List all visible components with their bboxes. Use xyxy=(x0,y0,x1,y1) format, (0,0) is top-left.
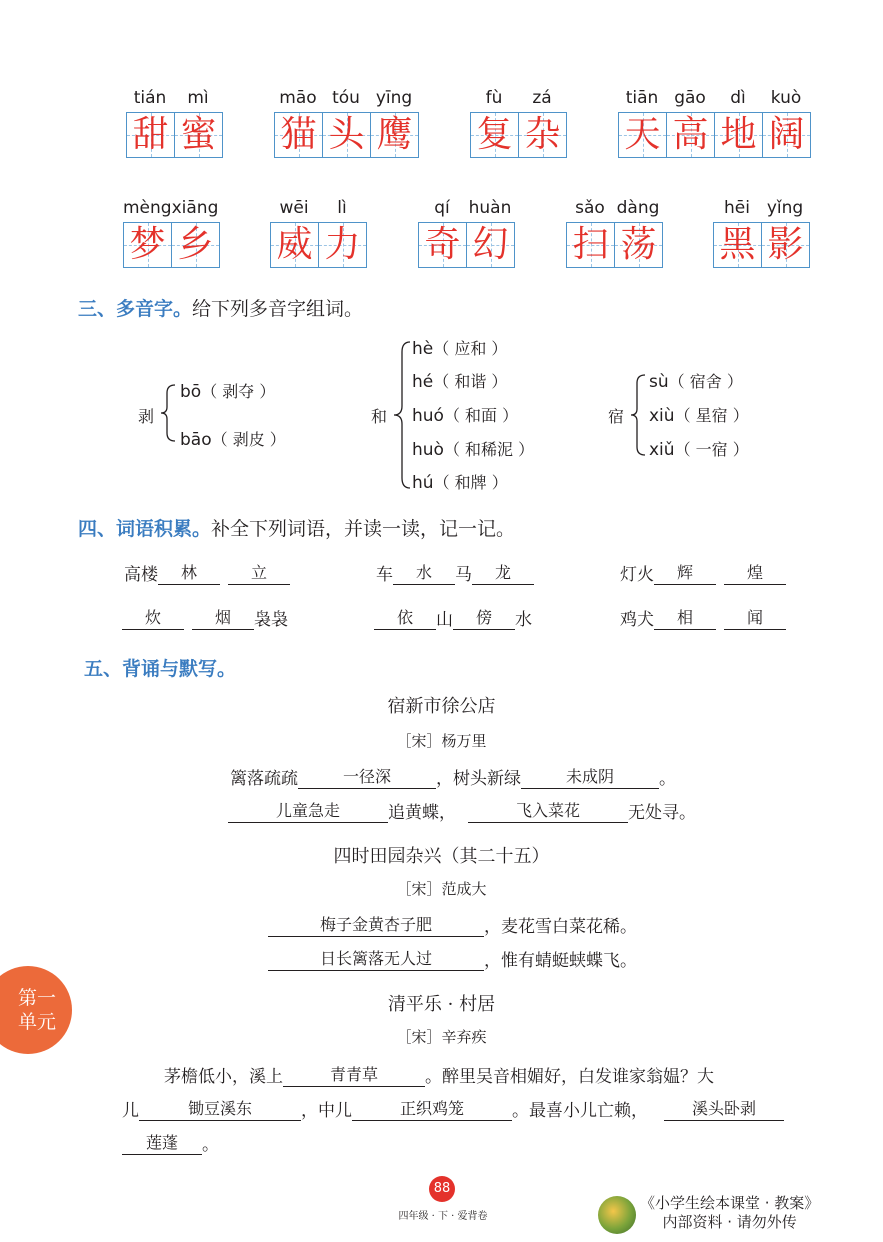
logo-icon xyxy=(598,1196,636,1234)
word-qihuan xyxy=(418,198,515,268)
word-maotouying xyxy=(274,88,419,158)
polyphone-reading: xiù（ 星宿 ） xyxy=(649,406,749,426)
answer-blank: 烟 xyxy=(192,605,254,630)
answer-blank: 儿童急走 xyxy=(228,798,388,823)
word-fuza xyxy=(470,88,567,158)
hanzi: 天 xyxy=(624,114,661,155)
pinyin: huàn xyxy=(468,198,512,218)
polyphone-reading: sù（ 宿舍 ） xyxy=(649,372,743,392)
answer-blank: 炊 xyxy=(122,605,184,630)
hanzi: 扫 xyxy=(572,224,609,265)
idiom-jiquan: 鸡犬 相 闻 xyxy=(620,605,786,630)
hanzi: 猫 xyxy=(280,114,317,155)
pinyin: hēi xyxy=(724,198,750,218)
section-desc: 补全下列词语，并读一读，记一记。 xyxy=(211,518,516,540)
hanzi: 乡 xyxy=(177,224,214,265)
idiom-denghuo: 灯火 辉 煌 xyxy=(620,560,786,585)
polyphone-reading: hú（ 和牌 ） xyxy=(412,473,508,493)
idiom-gaolou: 高楼 林 立 xyxy=(124,560,290,585)
brand-text: 《小学生绘本课堂 · 教案》 内部资料 · 请勿外传 xyxy=(640,1194,820,1231)
poem-line: 儿 锄豆溪东 ，中儿 正织鸡笼 。最喜小儿亡赖， 溪头卧剥 xyxy=(122,1096,784,1121)
poem-line: 儿童急走 追黄蝶， 飞入菜花 无处寻。 xyxy=(228,798,696,823)
pinyin: māo xyxy=(279,88,317,108)
brace-icon xyxy=(160,383,176,443)
word-heiying xyxy=(713,198,810,268)
section-5-heading xyxy=(84,654,236,681)
idiom-yishan: 依 山 傍 水 xyxy=(374,605,532,630)
poem-line: 梅子金黄杏子肥 ，麦花雪白菜花稀。 xyxy=(268,912,637,937)
answer-blank: 闻 xyxy=(724,605,786,630)
poem-title: 四时田园杂兴（其二十五） xyxy=(333,846,550,867)
section-title: 五、背诵与默写。 xyxy=(84,658,237,680)
poem-author: ［宋］范成大 xyxy=(396,880,487,898)
hanzi: 高 xyxy=(672,114,709,155)
pinyin: kuò xyxy=(770,88,802,108)
word-mengxiang xyxy=(123,198,220,268)
pinyin: xiāng xyxy=(171,198,219,218)
hanzi: 荡 xyxy=(620,224,657,265)
hanzi: 甜 xyxy=(132,114,169,155)
grade-label: 四年级 · 下 · 爱背卷 xyxy=(398,1211,488,1222)
polyphone-reading: hé（ 和谐 ） xyxy=(412,372,508,392)
hanzi: 幻 xyxy=(472,224,509,265)
hanzi: 复 xyxy=(476,114,513,155)
pinyin: wēi xyxy=(279,198,309,218)
unit-label: 第一 xyxy=(18,987,57,1009)
brace-icon xyxy=(630,373,646,457)
pinyin: dì xyxy=(730,88,746,108)
word-tiangaodikuo xyxy=(618,88,811,158)
polyphone-reading: huó（ 和面 ） xyxy=(412,406,519,426)
hanzi: 地 xyxy=(720,114,757,155)
pinyin: fù xyxy=(485,88,503,108)
answer-blank: 立 xyxy=(228,560,290,585)
answer-blank: 林 xyxy=(158,560,220,585)
pinyin: mì xyxy=(187,88,209,108)
polyphone-reading: bāo（ 剥皮 ） xyxy=(180,430,286,450)
hanzi: 影 xyxy=(767,224,804,265)
brace-icon xyxy=(393,340,411,490)
hanzi: 头 xyxy=(328,114,365,155)
polyphone-char-bo: 剥 xyxy=(138,407,155,426)
pinyin: sǎo xyxy=(575,198,605,218)
hanzi: 杂 xyxy=(524,114,561,155)
polyphone-reading: huò（ 和稀泥 ） xyxy=(412,440,535,460)
pinyin: tiān xyxy=(625,88,659,108)
pinyin: dàng xyxy=(616,198,660,218)
answer-blank: 依 xyxy=(374,605,436,630)
section-desc: 给下列多音字组词。 xyxy=(192,298,364,320)
idiom-chuiyan: 炊 烟 袅袅 xyxy=(122,605,288,630)
answer-blank: 水 xyxy=(393,560,455,585)
pinyin: tóu xyxy=(332,88,360,108)
hanzi: 奇 xyxy=(424,224,461,265)
hanzi: 鹰 xyxy=(376,114,413,155)
polyphone-char-he: 和 xyxy=(371,407,388,426)
section-title: 四、词语积累。 xyxy=(78,518,212,540)
answer-blank: 日长篱落无人过 xyxy=(268,946,484,971)
answer-blank: 梅子金黄杏子肥 xyxy=(268,912,484,937)
answer-blank: 辉 xyxy=(654,560,716,585)
pinyin: lì xyxy=(337,198,347,218)
poem-title: 宿新市徐公店 xyxy=(387,696,496,717)
hanzi: 力 xyxy=(324,224,361,265)
poem-title: 清平乐 · 村居 xyxy=(387,994,496,1015)
idiom-chema: 车 水 马 龙 xyxy=(376,560,534,585)
hanzi: 阔 xyxy=(768,114,805,155)
word-weili xyxy=(270,198,367,268)
answer-blank: 龙 xyxy=(472,560,534,585)
poem-line: 日长篱落无人过 ，惟有蜻蜓蛱蝶飞。 xyxy=(268,946,637,971)
poem-line: 莲蓬 。 xyxy=(122,1130,219,1155)
poem-line: 茅檐低小，溪上 青青草 。醉里吴音相媚好，白发谁家翁媪？大 xyxy=(164,1062,714,1087)
polyphone-reading: bō（ 剥夺 ） xyxy=(180,382,276,402)
polyphone-reading: xiǔ（ 一宿 ） xyxy=(649,440,749,460)
pinyin: mèng xyxy=(123,198,172,218)
answer-blank: 一径深 xyxy=(298,764,436,789)
pinyin: yǐng xyxy=(766,198,804,218)
polyphone-char-su: 宿 xyxy=(608,407,625,426)
answer-blank: 傍 xyxy=(453,605,515,630)
hanzi: 黑 xyxy=(719,224,756,265)
page-number: 88 xyxy=(429,1176,455,1202)
hanzi: 梦 xyxy=(129,224,166,265)
answer-blank: 锄豆溪东 xyxy=(139,1096,301,1121)
polyphone-reading: hè（ 应和 ） xyxy=(412,339,508,359)
pinyin: qí xyxy=(434,198,450,218)
pinyin: tián xyxy=(133,88,167,108)
answer-blank: 未成阴 xyxy=(521,764,659,789)
poem-line: 篱落疏疏 一径深 ，树头新绿 未成阴 。 xyxy=(230,764,676,789)
answer-blank: 溪头卧剥 xyxy=(664,1096,784,1121)
section-3-heading xyxy=(78,294,363,321)
poem-author: ［宋］辛弃疾 xyxy=(396,1028,487,1046)
word-tianmi xyxy=(126,88,223,158)
pinyin: yīng xyxy=(375,88,413,108)
answer-blank: 莲蓬 xyxy=(122,1130,202,1155)
pinyin: zá xyxy=(532,88,552,108)
section-title: 三、多音字。 xyxy=(78,298,193,320)
answer-blank: 青青草 xyxy=(283,1062,425,1087)
answer-blank: 飞入菜花 xyxy=(468,798,628,823)
answer-blank: 正织鸡笼 xyxy=(352,1096,512,1121)
section-4-heading xyxy=(78,514,515,541)
pinyin: gāo xyxy=(674,88,706,108)
word-saodang xyxy=(566,198,663,268)
poem-author: ［宋］杨万里 xyxy=(396,732,487,750)
answer-blank: 煌 xyxy=(724,560,786,585)
unit-label: 单元 xyxy=(18,1011,57,1033)
hanzi: 蜜 xyxy=(180,114,217,155)
answer-blank: 相 xyxy=(654,605,716,630)
hanzi: 威 xyxy=(276,224,313,265)
